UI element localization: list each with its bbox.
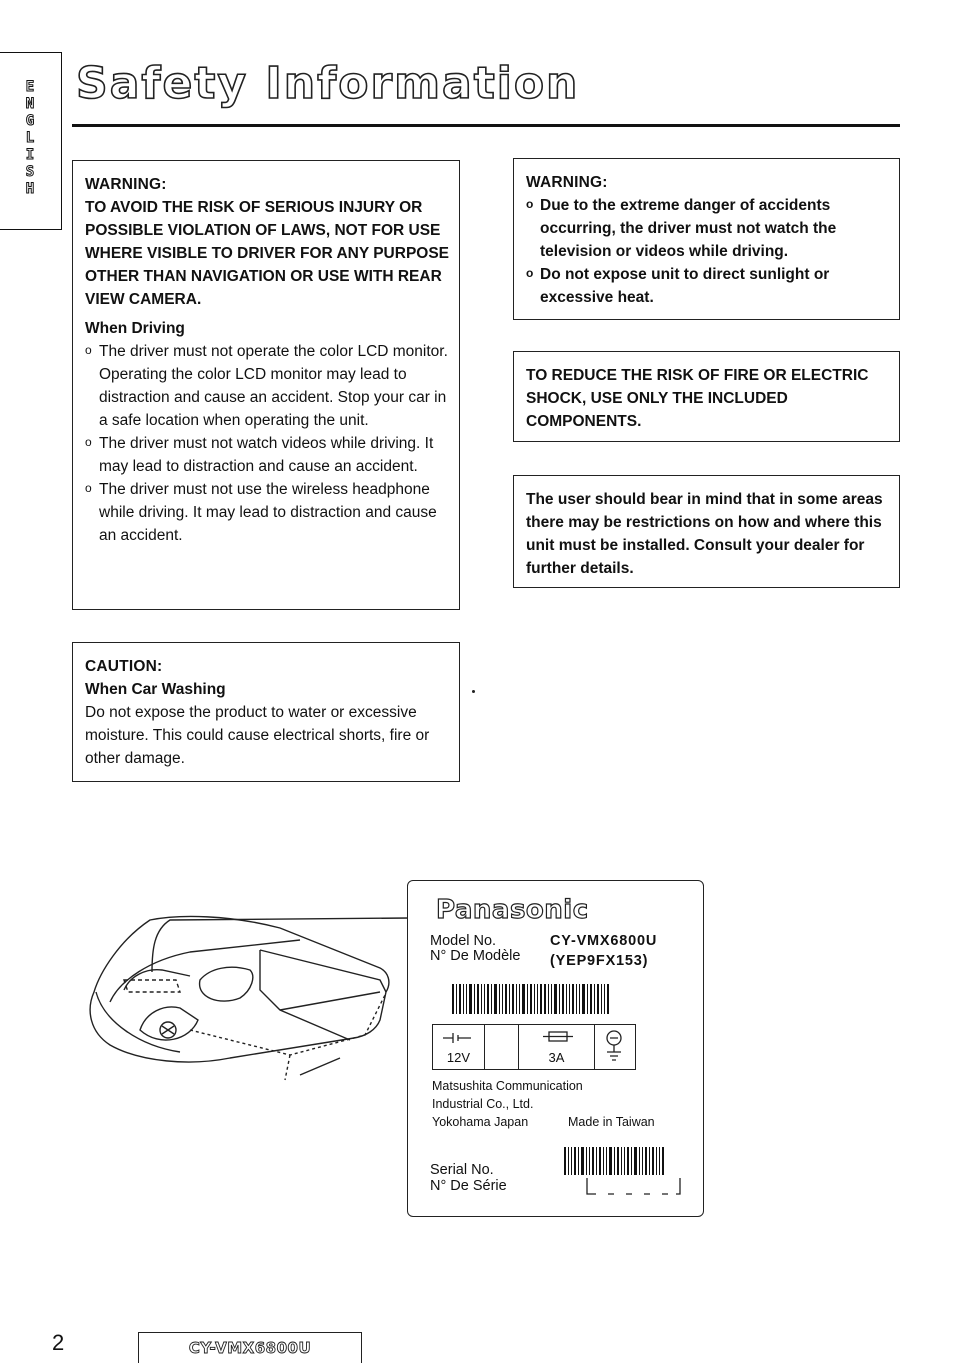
barcode-bar: [562, 984, 564, 1014]
blank-cell: [485, 1025, 519, 1069]
lang-letter: I: [25, 147, 35, 163]
barcode-bar: [617, 1147, 619, 1175]
model-label-fr: N° De Modèle: [430, 948, 521, 964]
barcode-bar: [564, 1147, 566, 1175]
caution-text: Do not expose the product to water or excessive moisture. This could cause electrical shorts, fire or other damage.: [85, 704, 430, 767]
barcode-bar: [512, 984, 514, 1014]
barcode-bar: [592, 1147, 594, 1175]
made-in: Made in Taiwan: [568, 1115, 655, 1129]
barcode-bar: [522, 984, 525, 1014]
list-item: o The driver must not operate the color LCD monitor. Operating the color LCD monitor may lead to distraction and cause an accident. Stop your car in a safe location when operating the unit.: [85, 340, 449, 432]
barcode-bar: [649, 1147, 650, 1175]
barcode-bar: [571, 1147, 572, 1175]
serial-number-bracket: [586, 1178, 682, 1198]
barcode-bar: [634, 1147, 637, 1175]
voltage-value: 12V: [446, 1050, 471, 1065]
fire-shock-text: TO REDUCE THE RISK OF FIRE OR ELECTRIC SHOCK, USE ONLY THE INCLUDED COMPONENTS.: [526, 367, 869, 430]
barcode-bar: [586, 1147, 587, 1175]
lang-letter: L: [25, 130, 35, 146]
warning-heading: WARNING:: [526, 174, 608, 191]
barcode-bar: [516, 984, 517, 1014]
barcode-bar: [505, 984, 507, 1014]
barcode-bar: [581, 1147, 584, 1175]
warning-box-tv: [513, 158, 900, 320]
maker-line-2: Industrial Co., Ltd.: [432, 1097, 534, 1111]
list-item: o Due to the extreme danger of accidents occurring, the driver must not watch the television or videos while driving.: [526, 194, 889, 263]
barcode-bar: [484, 984, 485, 1014]
barcode-bar: [590, 984, 592, 1014]
barcode-bar: [597, 984, 599, 1014]
installation-restrictions-box: [513, 475, 900, 588]
barcode-bar: [642, 1147, 643, 1175]
warning-statement: TO AVOID THE RISK OF SERIOUS INJURY OR POSSIBLE VIOLATION OF LAWS, NOT FOR USE WHERE VISIBLE TO DRIVER FOR ANY PURPOSE OTHER THAN NAVIGATION OR USE WITH REAR VIEW CAMERA.: [85, 199, 450, 308]
barcode-bar: [551, 984, 552, 1014]
tv-warning-list: [526, 194, 889, 309]
barcode-bar: [544, 984, 546, 1014]
list-item: o The driver must not watch videos while driving. It may lead to distraction and cause an accident.: [85, 432, 449, 478]
barcode-bar: [589, 1147, 590, 1175]
caution-heading: CAUTION:: [85, 658, 163, 675]
fuse-cell: [519, 1025, 595, 1069]
barcode-bar: [624, 1147, 625, 1175]
maker-line-1: Matsushita Communication: [432, 1079, 583, 1093]
fuse-value: 3A: [548, 1050, 565, 1065]
barcode-bar: [578, 1147, 579, 1175]
barcode-bar: [574, 1147, 576, 1175]
warning-box-driving: [72, 160, 460, 610]
voltage-cell: [433, 1025, 485, 1069]
barcode-bar: [548, 984, 549, 1014]
barcode-bar: [499, 984, 500, 1014]
barcode-bar: [559, 984, 560, 1014]
barcode-bar: [587, 984, 588, 1014]
barcode-bar: [601, 984, 602, 1014]
barcode-bar: [627, 1147, 629, 1175]
barcode-bar: [582, 984, 585, 1014]
ground-icon: [604, 1030, 624, 1062]
footer-model-box: [138, 1332, 362, 1363]
maker-line-3: Yokohama Japan: [432, 1115, 529, 1129]
ground-cell: [595, 1025, 634, 1069]
barcode-bar: [607, 984, 609, 1014]
fire-shock-box: [513, 351, 900, 442]
barcode-bar: [596, 1147, 597, 1175]
barcode-bar: [606, 1147, 607, 1175]
barcode-bar: [554, 984, 557, 1014]
barcode-bar: [659, 1147, 660, 1175]
barcode-bar: [656, 1147, 657, 1175]
barcode-bar: [652, 1147, 654, 1175]
barcode-bar: [645, 1147, 647, 1175]
barcode-bar: [456, 984, 457, 1014]
barcode-bar: [537, 984, 538, 1014]
stray-dot: [472, 690, 475, 693]
barcode-bar: [576, 984, 577, 1014]
barcode-bar: [469, 984, 472, 1014]
barcode-bar: [519, 984, 520, 1014]
barcode-bar: [621, 1147, 622, 1175]
barcode-bar: [614, 1147, 615, 1175]
barcode-bar: [572, 984, 574, 1014]
when-driving-subheading: When Driving: [85, 320, 185, 337]
list-item: o The driver must not use the wireless headphone while driving. It may lead to distraction and cause an accident.: [85, 478, 449, 547]
barcode-bar: [603, 1147, 604, 1175]
language-letters: [20, 79, 40, 198]
barcode-bar: [569, 984, 570, 1014]
footer-model-name: CY-VMX6800U: [188, 1339, 312, 1357]
lang-letter: E: [25, 79, 35, 95]
barcode-bar: [534, 984, 535, 1014]
barcode-bar: [509, 984, 510, 1014]
page-number: 2: [52, 1330, 65, 1355]
serial-label-en: Serial No.: [430, 1162, 494, 1178]
caution-box-car-washing: [72, 642, 460, 782]
barcode-bar: [566, 984, 567, 1014]
barcode-bar: [459, 984, 461, 1014]
barcode-bar: [604, 984, 605, 1014]
lang-letter: G: [25, 113, 35, 129]
model-label-en: Model No.: [430, 933, 497, 949]
barcode-bar: [527, 984, 528, 1014]
barcode-bar: [494, 984, 497, 1014]
barcode-bar: [594, 984, 595, 1014]
barcode-bar: [466, 984, 467, 1014]
barcode-bar: [481, 984, 482, 1014]
barcode-bar: [502, 984, 503, 1014]
brand-logo: Panasonic: [436, 895, 589, 925]
language-tab: [0, 52, 62, 230]
barcode-bar: [491, 984, 492, 1014]
barcode-bar: [530, 984, 532, 1014]
barcode-bar: [631, 1147, 632, 1175]
car-washing-subheading: When Car Washing: [85, 681, 226, 698]
lang-letter: N: [25, 96, 35, 112]
rating-label: [407, 880, 704, 1217]
barcode-bar: [487, 984, 489, 1014]
barcode-bar: [452, 984, 454, 1014]
dc-power-icon: [443, 1031, 473, 1045]
title-divider: [72, 124, 900, 127]
barcode-bar: [662, 1147, 664, 1175]
page-title: Safety Information: [76, 58, 580, 109]
installation-restrictions-text: The user should bear in mind that in some areas there may be restrictions on how and where this unit must be installed. Consult your dealer for further details.: [526, 491, 883, 577]
power-rating-table: [432, 1024, 636, 1070]
serial-barcode: [564, 1147, 666, 1175]
barcode-bar: [540, 984, 542, 1014]
barcode-bar: [463, 984, 464, 1014]
driving-warning-list: [85, 340, 449, 547]
barcode-bar: [477, 984, 479, 1014]
barcode-bar: [579, 984, 580, 1014]
barcode-bar: [639, 1147, 640, 1175]
barcode-bar: [568, 1147, 569, 1175]
list-item: o Do not expose unit to direct sunlight or excessive heat.: [526, 263, 889, 309]
model-value: CY-VMX6800U: [550, 933, 658, 949]
fuse-icon: [543, 1029, 573, 1045]
lang-letter: H: [25, 181, 35, 197]
model-barcode: [452, 984, 611, 1014]
barcode-bar: [474, 984, 475, 1014]
serial-label-fr: N° De Série: [430, 1178, 507, 1194]
barcode-bar: [599, 1147, 601, 1175]
lang-letter: S: [25, 164, 35, 180]
barcode-bar: [609, 1147, 612, 1175]
warning-heading: WARNING:: [85, 176, 167, 193]
model-code: (YEP9FX153): [550, 953, 649, 969]
